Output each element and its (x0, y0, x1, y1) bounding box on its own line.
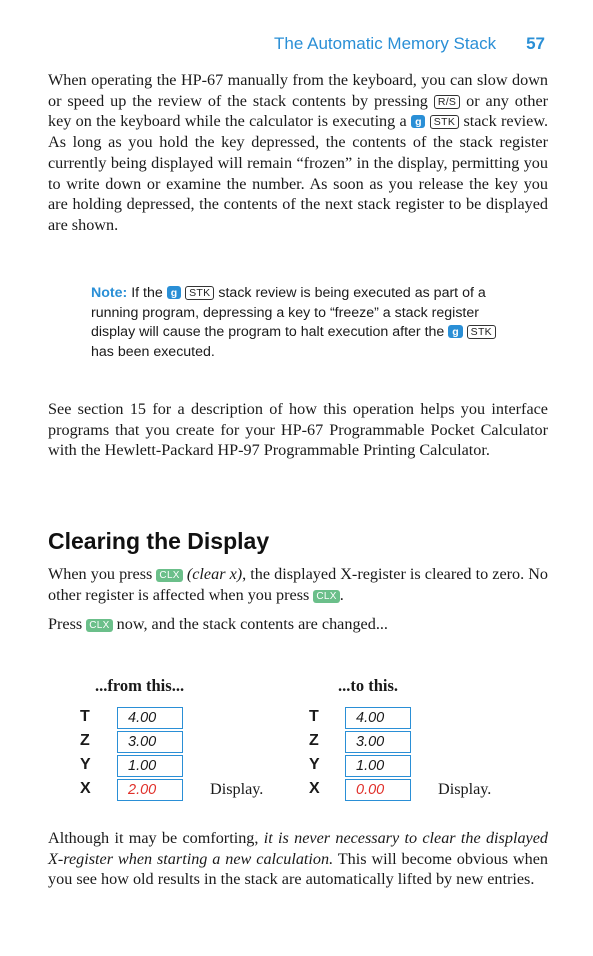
stack-to-value-y: 1.00 (345, 755, 411, 777)
section-heading: Clearing the Display (48, 528, 270, 554)
paragraph-stack-review: When operating the HP-67 manually from the keyboard, you can slow down or speed up the review of the stack contents by pressing R/S or any other key on the keyboard while the calculator is executing a g STK stack review. As long as you hold the key depressed, the contents of the stack register currently being displayed will remain “frozen” in the display, permitting you to write down or examine the number. As soon as you release the key you are holding depressed, the contents of the next stack register to be displayed are shown. (48, 71, 549, 234)
paragraph-comforting: Although it may be comforting, it is never necessary to clear the displayed X-register when starting a new calculation. This will become obvious when you see how old results in the stack are automatically lifted by new entries. (48, 829, 549, 889)
note-box: Note: If the g STK stack review is being executed as part of a running program, depressing a key to “freeze” a stack register display will cause the program to halt execution after the g STK has been executed. (91, 284, 505, 362)
stack-from-register-x: X (80, 780, 91, 797)
g-prefix-key: g (448, 325, 462, 338)
clx-key: CLX (313, 590, 339, 603)
paragraph-clear-x: When you press CLX (clear x), the displayed X-register is cleared to zero. No other register is affected when you press CLX . (48, 565, 549, 604)
stack-to-register-t: T (309, 708, 319, 725)
paragraph-section15: See section 15 for a description of how this operation helps you interface programs that you create for your HP-67 Programmable Pocket Calculator with the Hewlett-Packard HP-97 Programmable Printing Calculator. (48, 400, 548, 460)
stack-to-register-y: Y (309, 756, 320, 773)
page-number: 57 (526, 34, 545, 53)
clx-key: CLX (86, 619, 112, 632)
note-label: Note: (91, 285, 128, 301)
stack-from-register-y: Y (80, 756, 91, 773)
stack-to-value-z: 3.00 (345, 731, 411, 753)
stack-from-display-label: Display. (210, 780, 264, 798)
stack-to-register-x: X (309, 780, 320, 797)
stack-from-value-z: 3.00 (117, 731, 183, 753)
stack-to-register-z: Z (309, 732, 319, 749)
from-label: ...from this... (95, 676, 185, 695)
stack-to-display-label: Display. (438, 780, 492, 798)
stk-key: STK (467, 325, 496, 339)
stack-from-value-x: 2.00 (117, 779, 183, 801)
stack-from-register-z: Z (80, 732, 90, 749)
g-prefix-key: g (167, 286, 181, 299)
stack-from-register-t: T (80, 708, 90, 725)
clx-key: CLX (156, 569, 182, 582)
to-label: ...to this. (338, 676, 399, 695)
paragraph-press-clx: Press CLX now, and the stack contents are changed... (48, 615, 388, 633)
run-stop-key: R/S (434, 95, 460, 109)
stack-from-value-y: 1.00 (117, 755, 183, 777)
chapter-title: The Automatic Memory Stack (274, 34, 497, 53)
stack-from-value-t: 4.00 (117, 707, 183, 729)
stk-key: STK (185, 286, 214, 300)
stk-key: STK (430, 115, 459, 129)
stack-to-value-t: 4.00 (345, 707, 411, 729)
stack-to-value-x: 0.00 (345, 779, 411, 801)
page-header (274, 34, 545, 54)
g-prefix-key: g (411, 115, 425, 128)
